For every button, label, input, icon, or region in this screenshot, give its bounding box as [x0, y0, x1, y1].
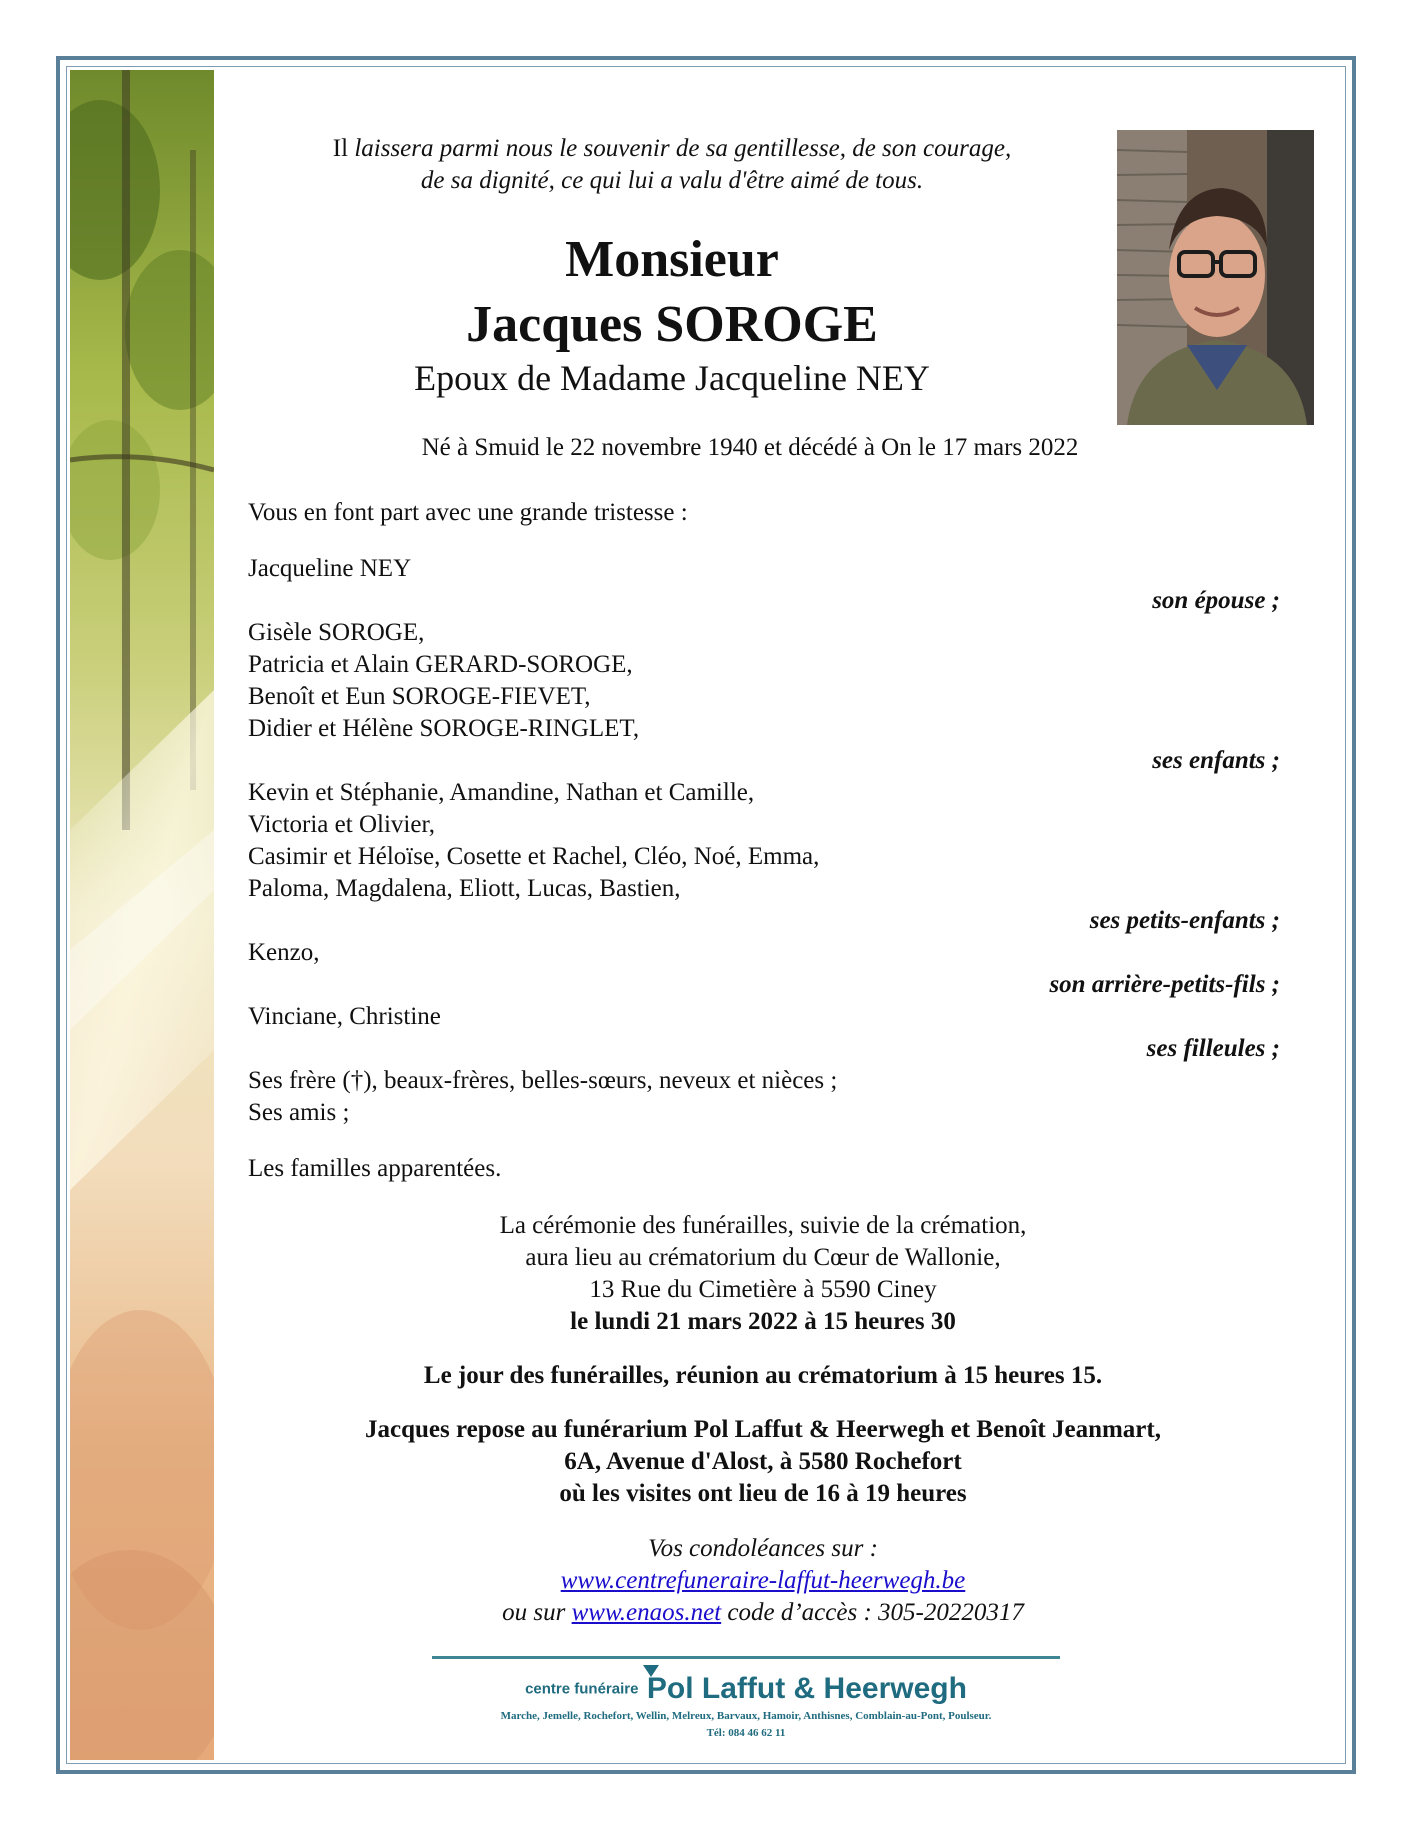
grandchildren-line: Paloma, Magdalena, Eliott, Lucas, Bastien,	[248, 875, 681, 902]
funerarium-address: 6A, Avenue d'Alost, à 5580 Rochefort	[564, 1448, 962, 1475]
logo-phone: Tél: 084 46 62 11	[706, 1727, 786, 1739]
announcement-intro: Vous en font part avec une grande tristesse :	[248, 499, 688, 526]
goddaughters-names: Vinciane, Christine	[248, 1003, 441, 1030]
grandchildren-line: Kevin et Stéphanie, Amandine, Nathan et Camille,	[248, 779, 755, 806]
other-relatives-line: Ses frère (†), beaux-frères, belles-sœurs, neveux et nièces ;	[248, 1067, 838, 1094]
related-families: Les familles apparentées.	[248, 1155, 502, 1182]
meeting-info: Le jour des funérailles, réunion au crématorium à 15 heures 15.	[423, 1362, 1103, 1389]
enaos-link[interactable]: www.enaos.net	[571, 1599, 722, 1626]
children-role: ses enfants ;	[1152, 747, 1280, 774]
honorific: Monsieur	[565, 231, 779, 288]
great-grandchildren-role: son arrière-petits-fils ;	[1049, 971, 1280, 998]
quote-line-1: laissera parmi nous le souvenir de sa gentillesse, de son courage,	[354, 135, 1012, 162]
quote-first-word: Il	[332, 135, 349, 162]
memorial-quote	[248, 133, 1096, 197]
condolences-or-label: ou sur	[502, 1599, 566, 1626]
ceremony-date: le lundi 21 mars 2022 à 15 heures 30	[570, 1308, 956, 1335]
deceased-name: Jacques SOROGE	[466, 296, 878, 353]
spouse-line: Epoux de Madame Jacqueline NEY	[414, 358, 930, 398]
ceremony-line-1: La cérémonie des funérailles, suivie de la crémation,	[499, 1212, 1027, 1239]
funeral-home-logo	[432, 1672, 1060, 1706]
grandchildren-line: Casimir et Héloïse, Cosette et Rachel, Cléo, Noé, Emma,	[248, 843, 820, 870]
logo-rule	[432, 1656, 1060, 1659]
great-grandchild-name: Kenzo,	[248, 939, 320, 966]
condolences-alt-row	[248, 1597, 1278, 1629]
ceremony-line-2: aura lieu au crématorium du Cœur de Wallonie,	[525, 1244, 1001, 1271]
spouse-role: son épouse ;	[1152, 587, 1280, 614]
condolences-intro: Vos condoléances sur :	[648, 1535, 878, 1562]
birth-death-line: Né à Smuid le 22 novembre 1940 et décédé à On le 17 mars 2022	[421, 434, 1079, 461]
grandchildren-line: Victoria et Olivier,	[248, 811, 436, 838]
condolences-link-row	[248, 1565, 1278, 1597]
grandchildren-role: ses petits-enfants ;	[1089, 907, 1280, 934]
access-code: code d’accès : 305-20220317	[727, 1599, 1024, 1626]
forest-path-side-image	[70, 70, 214, 1760]
child-name: Gisèle SOROGE,	[248, 619, 425, 646]
quote-line-2: de sa dignité, ce qui lui a valu d'être aimé de tous.	[420, 167, 924, 194]
child-name: Patricia et Alain GERARD-SOROGE,	[248, 651, 633, 678]
portrait-photo	[1117, 130, 1314, 425]
child-name: Benoît et Eun SOROGE-FIEVET,	[248, 683, 591, 710]
visiting-hours: où les visites ont lieu de 16 à 19 heures	[559, 1480, 967, 1507]
friends-line: Ses amis ;	[248, 1099, 350, 1126]
goddaughters-role: ses filleules ;	[1146, 1035, 1280, 1062]
child-name: Didier et Hélène SOROGE-RINGLET,	[248, 715, 640, 742]
logo-brand-text: Pol Laffut & Heerwegh	[646, 1672, 967, 1705]
spouse-name: Jacqueline NEY	[248, 555, 412, 582]
condolences-website-link[interactable]: www.centrefuneraire-laffut-heerwegh.be	[560, 1567, 966, 1594]
ceremony-address: 13 Rue du Cimetière à 5590 Ciney	[589, 1276, 937, 1303]
logo-towns: Marche, Jemelle, Rochefort, Wellin, Melreux, Barvaux, Hamoir, Anthisnes, Comblain-au-Pont, Poulseur.	[500, 1710, 992, 1722]
logo-small-text: centre funéraire	[525, 1680, 639, 1698]
funerarium-line-1: Jacques repose au funérarium Pol Laffut & Heerwegh et Benoît Jeanmart,	[365, 1416, 1161, 1443]
